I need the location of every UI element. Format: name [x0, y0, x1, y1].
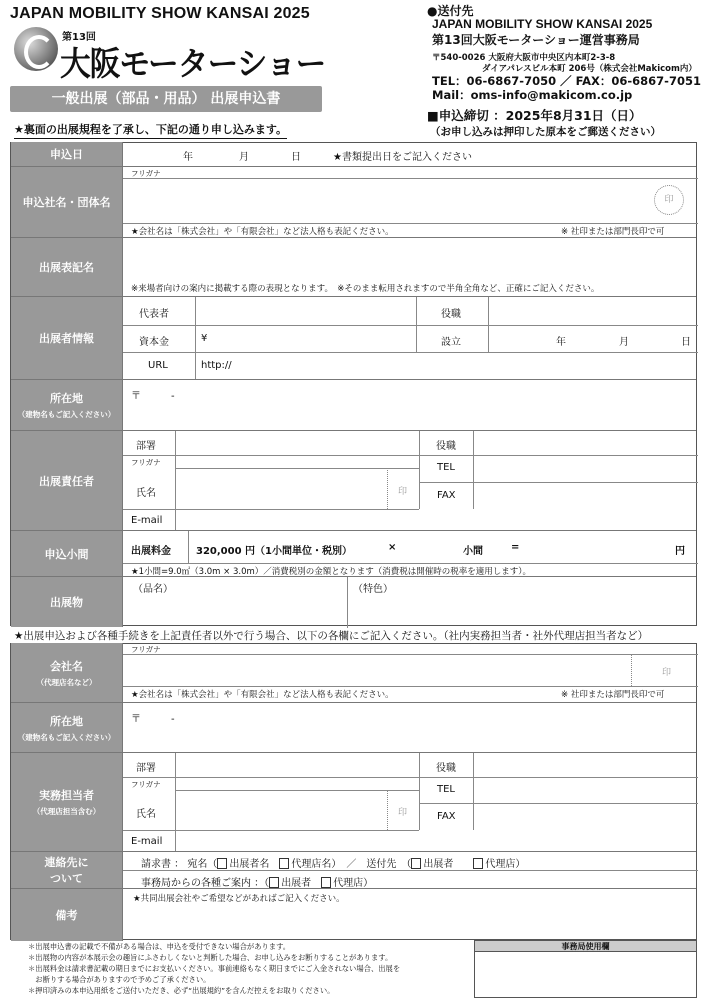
manager-furigana: フリガナ	[131, 458, 161, 467]
label-booth: 申込小間	[11, 531, 123, 576]
remarks-note: ★共同出展会社やご希望などがあればご記入ください。	[133, 894, 345, 904]
checkbox-invoice-exhibitor-name[interactable]	[217, 858, 227, 869]
row-apply-date	[11, 142, 696, 166]
manager-dept-label: 部署	[136, 441, 156, 452]
show-title-en: JAPAN MOBILITY SHOW KANSAI 2025	[10, 5, 310, 22]
checkbox-send-agent[interactable]	[473, 858, 483, 869]
office-use-box	[474, 940, 697, 998]
contact-tel-label: TEL	[437, 784, 455, 795]
checkbox-info-exhibitor[interactable]	[269, 877, 279, 888]
fee-value: 320,000 円（1小間単位・税別）	[196, 546, 352, 557]
founded-day: 日	[681, 337, 691, 348]
row-address	[11, 379, 696, 430]
destination-tel-fax: TEL：06-6867-7050 ／ FAX：06-6867-7051	[432, 74, 701, 88]
apply-day[interactable]: 日	[291, 152, 301, 163]
fee-yen: 円	[675, 546, 685, 557]
display-name-note: ※来場者向けの案内に掲載する際の表現となります。 ※そのまま転用されますので半角全角など、正確にご記入ください。	[131, 284, 600, 294]
manager-tel-label: TEL	[437, 462, 455, 473]
company2-stamp-icon: 印	[662, 668, 672, 678]
info-options: 事務局からの各種ご案内 ：（ 出展者 代理店）	[141, 878, 374, 889]
section-note: ★出展申込および各種手続きを上記責任者以外で行う場合、以下の各欄にご記入ください。（社内実務担当者・社外代理店担当者など）	[14, 630, 649, 642]
capital-label: 資本金	[139, 337, 169, 348]
rep-title-label: 役職	[441, 309, 461, 320]
apply-year[interactable]: 年	[183, 152, 193, 163]
postal-code[interactable]: 〒 -	[131, 391, 175, 402]
url-label: URL	[148, 360, 168, 371]
row-contact	[11, 752, 696, 851]
company2-stamp-note: ※ 社印または部門長印で可	[561, 690, 665, 700]
footer-note-1: ＊出展申込書の記載で不備がある場合は、申込を受付できない場合があります。	[28, 942, 291, 951]
fee-times: ×	[388, 542, 397, 553]
destination-line1: JAPAN MOBILITY SHOW KANSAI 2025	[432, 17, 653, 31]
label-destination: 連絡先に ついて	[11, 852, 123, 888]
office-use-label: 事務局使用欄	[475, 941, 696, 952]
row-company2	[11, 643, 696, 702]
apply-date-note: ★書類提出日をご記入ください	[333, 152, 472, 163]
footer-note-3: ＊出展料金は請求書記載の期日までにお支払いください。事前連絡もなく期日までにご入金されない場合、出展を	[28, 964, 401, 973]
contact-title-label: 役職	[436, 763, 456, 774]
manager-title-label: 役職	[436, 441, 456, 452]
contact-furigana: フリガナ	[131, 780, 161, 789]
label-apply-date: 申込日	[11, 142, 123, 166]
row-items	[11, 576, 696, 627]
contact-stamp-icon: 印	[398, 808, 408, 818]
show-title-jp: 大阪モーターショー	[60, 44, 326, 83]
fee-label: 出展料金	[131, 546, 171, 557]
row-booth	[11, 530, 696, 576]
destination-mail: Mail：oms-info@makicom.co.jp	[432, 88, 633, 102]
company-furigana: フリガナ	[131, 169, 161, 178]
row-remarks	[11, 888, 696, 941]
label-address2: 所在地 （建物名もご記入ください）	[11, 703, 123, 752]
invoice-options: 請求書 ： 宛名（ 出展者名 代理店名） ／ 送付先 （ 出展者 代理店）	[141, 859, 526, 870]
postal-code2[interactable]: 〒 -	[131, 714, 175, 725]
manager-stamp-icon: 印	[398, 487, 408, 497]
company-stamp-note: ※ 社印または部門長印で可	[561, 227, 665, 237]
footer-note-5: ＊押印済みの本申込用紙をご送付いただき、必ず“出展規約”を含んだ控えをお取りください。	[28, 986, 335, 995]
items-product: （品名）	[133, 584, 173, 595]
contact-form	[10, 643, 697, 940]
destination-heading: ●送付先	[427, 4, 474, 18]
footer-note-4: お断りする場合がありますので予めご了承ください。	[28, 975, 211, 984]
contact-name-label: 氏名	[136, 809, 156, 820]
label-company: 申込社名・団体名	[11, 167, 123, 237]
application-form	[10, 142, 697, 626]
manager-fax-label: FAX	[437, 490, 456, 501]
rep-label: 代表者	[139, 309, 169, 320]
row-manager	[11, 430, 696, 530]
founded-label: 設立	[441, 337, 461, 348]
url-value[interactable]: http://	[201, 360, 232, 371]
checkbox-invoice-agent-name[interactable]	[279, 858, 289, 869]
company2-furigana: フリガナ	[131, 645, 161, 654]
show-logo-icon	[14, 27, 58, 71]
checkbox-info-agent[interactable]	[321, 877, 331, 888]
contact-dept-label: 部署	[136, 763, 156, 774]
company-note: ★会社名は「株式会社」や「有限会社」など法人格も表記ください。	[131, 227, 394, 237]
edition-label: 第13回	[62, 32, 96, 43]
deadline: ■申込締切 ：2025年8月31日（日）	[427, 108, 642, 123]
row-display-name	[11, 237, 696, 296]
label-address: 所在地 （建物名もご記入ください）	[11, 380, 123, 430]
label-remarks: 備考	[11, 889, 123, 941]
destination-address1: 〒540-0026 大阪府大阪市中央区内本町2-3-8	[432, 53, 616, 63]
contact-email-label: E-mail	[131, 836, 163, 847]
footer-note-2: ＊出展物の内容が本展示会の趣旨にふさわしくないと判断した場合、お申し込みをお断りすることがあります。	[28, 953, 393, 962]
items-feature: （特色）	[353, 584, 393, 595]
deadline-note: （お申し込みは押印した原本をご郵送ください）	[430, 126, 661, 138]
fee-equals: =	[511, 542, 520, 553]
booth-note: ★1小間=9.0㎡（3.0m × 3.0m）／消費税別の金額となります（消費税は開催時の税率を適用します）。	[131, 567, 532, 577]
row-exhibitor-info	[11, 296, 696, 379]
founded-month: 月	[619, 337, 629, 348]
destination-address2: ダイアパレスビル本町 206号（株式会社Makicom内）	[482, 64, 697, 74]
manager-email-label: E-mail	[131, 515, 163, 526]
row-company	[11, 166, 696, 237]
label-exhibitor-info: 出展者情報	[11, 297, 123, 379]
destination-line2: 第13回大阪モーターショー運営事務局	[432, 33, 640, 47]
agreement-note: ★裏面の出展規程を了承し、下記の通り申し込みます。	[14, 121, 287, 139]
form-title: 一般出展（部品・用品） 出展申込書	[10, 86, 322, 112]
label-company2: 会社名 （代理店名など）	[11, 643, 123, 702]
company-stamp-icon: 印	[654, 185, 684, 215]
label-contact: 実務担当者 （代理店担当含む）	[11, 753, 123, 851]
row-destination	[11, 851, 696, 888]
manager-name-label: 氏名	[136, 488, 156, 499]
company2-note: ★会社名は「株式会社」や「有限会社」など法人格も表記ください。	[131, 690, 394, 700]
label-display-name: 出展表記名	[11, 238, 123, 296]
label-manager: 出展責任者	[11, 431, 123, 530]
checkbox-send-exhibitor[interactable]	[411, 858, 421, 869]
apply-month[interactable]: 月	[239, 152, 249, 163]
label-items: 出展物	[11, 577, 123, 627]
row-address2	[11, 702, 696, 752]
contact-fax-label: FAX	[437, 811, 456, 822]
fee-units: 小間	[463, 546, 483, 557]
capital-yen: ¥	[201, 333, 208, 344]
founded-year: 年	[556, 337, 566, 348]
